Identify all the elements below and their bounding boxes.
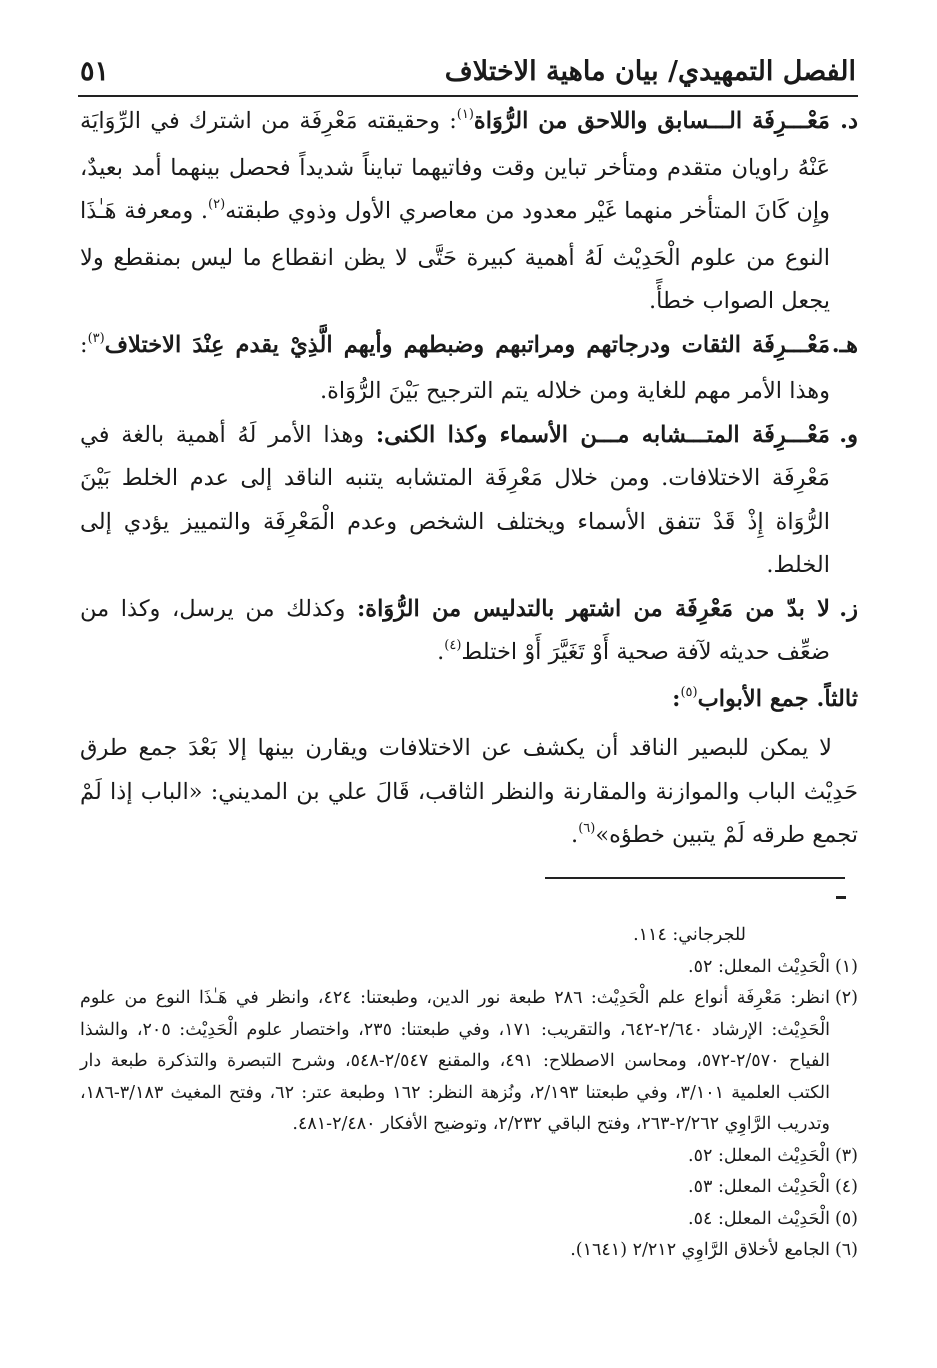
item-title: مَعْـــرِفَة الـــسابق واللاحق من الرُّوَاة [473, 108, 830, 134]
continuation-dash [836, 896, 846, 899]
footnote-text: انظر: مَعْرِفَة أنواع علم الْحَدِيْث: ٢٨٦ طبعة نور الدين، وطبعتنا: ٤٢٤، وانظر في هَـٰذَا النوع من علوم الْحَدِيْث: الإرشاد ٢/٦٤٠-٦٤٢، والتقريب: ١٧١، وفي طبعتنا: ٢٣٥، واختصار علوم الْحَدِيْث: ٢٠٥، والشذا الفياح ٢/٥٧٠-٥٧٢، ومحاسن الاصطلاح: ٤٩١، والمقنع ٢/٥٤٧-٥٤٨، وشرح التبصرة والتذكرة طبعة دار الكتب العلمية ٣/١٠١، وفي طبعتنا ٢/١٩٣، ونُزهة النظر: ١٦٢ وطبعة عتر: ٦٢، وفتح المغيث ٣/١٨٣-١٨٦، وتدريب الرَّاوِي ٢/٢٦٢-٢٦٣، وفتح الباقي ٢/٢٣٢، وتوضيح الأفكار ٢/٤٨٠-٤٨١. [80, 988, 831, 1134]
item-text: وكذلك من يرسل، وكذا من ضعِّف حديثه لآفة صحية أَوْ تَغَيَّرَ أَوْ اختلط [80, 595, 830, 665]
footnote-5 [80, 1204, 858, 1236]
footnote-ref[interactable]: (٤) [444, 638, 462, 653]
section-paragraph [80, 727, 858, 861]
footnote-number: (٣) [834, 1145, 858, 1166]
section-title: ثالثاً. جمع الأبواب [697, 685, 858, 712]
item-text: . [437, 639, 445, 665]
list-item-waw [80, 414, 858, 588]
footnote-ref[interactable]: (١) [456, 107, 474, 122]
header-rule [78, 95, 858, 97]
footnote-6 [80, 1235, 858, 1267]
paragraph-end: . [571, 822, 579, 848]
page-number: ٥١ [80, 55, 110, 87]
footnote-text: الْحَدِيْث المعلل: ٥٢. [688, 1145, 830, 1166]
paragraph-text: لا يمكن للبصير الناقد أن يكشف عن الاختلافات ويقارن بينها إلا بَعْدَ جمع طرق حَدِيْث الباب والموازنة والمقارنة والنظر الثاقب، قَالَ علي بن المديني: «الباب إذا لَمْ تجمع طرقه لَمْ يتبين خطؤه» [80, 735, 858, 848]
list-item-zay [80, 588, 858, 678]
footnote-3 [80, 1141, 858, 1173]
item-marker: د. [840, 108, 858, 134]
item-marker: هـ. [831, 331, 858, 358]
list-item-ha [80, 324, 858, 414]
footnote-carryover: للجرجاني: ١١٤. [633, 925, 746, 945]
item-marker: ز. [839, 595, 858, 622]
item-text: : وحقيقته مَعْرِفَة من اشترك في الرِّوَايَة عَنْهُ راويان متقدم ومتأخر تباين وقت وفاتيهما تبايناً شديداً فحصل بينهما أمد بعيدٌ، وإِن كَانَ المتأخر منهما غَيْر معدود من معاصري الأول وذوي طبقته [80, 108, 830, 224]
main-text [80, 100, 858, 861]
chapter-title: الفصل التمهيدي/ بيان ماهية الاختلاف [444, 55, 856, 87]
footnote-ref[interactable]: (٥) [680, 684, 698, 700]
footnote-text: الْحَدِيْث المعلل: ٥٢. [688, 956, 830, 977]
footnotes [80, 920, 858, 1267]
footnote-separator [545, 877, 845, 879]
item-title: مَعْـــرِفَة الثقات ودرجاتهم ومراتبهم وضبطهم وأيهم الَّذِيْ يقدم عِنْدَ الاختلاف [104, 331, 830, 358]
item-marker: و. [839, 421, 858, 448]
section-heading [80, 678, 858, 725]
list-item-dal [80, 100, 858, 324]
footnote-number: (٥) [834, 1208, 858, 1229]
footnote-2 [80, 983, 858, 1141]
footnote-1 [80, 952, 858, 984]
item-text: : وهذا الأمر مهم للغاية ومن خلاله يتم الترجيح بَيْنَ الرُّوَاة. [80, 331, 830, 404]
footnote-ref[interactable]: (٣) [87, 330, 105, 346]
footnote-number: (٢) [834, 988, 858, 1008]
item-title: مَعْـــرِفَة المتـــشابه مـــن الأسماء وكذا الكنى: [375, 421, 830, 448]
footnote-text: الْحَدِيْث المعلل: ٥٣. [688, 1177, 830, 1197]
footnote-ref[interactable]: (٢) [208, 197, 226, 212]
section-colon: : [672, 685, 681, 712]
item-title: لا بدّ من مَعْرِفَة من اشتهر بالتدليس من الرُّوَاة: [356, 595, 830, 622]
running-head [80, 48, 856, 94]
item-text: . ومعرفة هَـٰذَا النوع من علوم الْحَدِيْث لَهُ أهمية كبيرة حَتَّى لا يظن انقطاع ما ليس بمنقطع ولا يجعل الصواب خطأً. [80, 198, 830, 314]
footnote-number: (٦) [834, 1240, 858, 1260]
footnote-ref[interactable]: (٦) [578, 821, 596, 836]
footnote-number: (٤) [834, 1177, 858, 1197]
footnote-text: الجامع لأخلاق الرَّاوِي ٢/٢١٢ (١٦٤١). [570, 1240, 830, 1260]
footnote-text: الْحَدِيْث المعلل: ٥٤. [688, 1208, 830, 1229]
footnote-number: (١) [834, 956, 858, 977]
item-text: وهذا الأمر لَهُ أهمية بالغة في مَعْرِفَة الاختلافات. ومن خلال مَعْرِفَة المتشابه يتنبه الناقد إلى عدم الخلط بَيْنَ الرُّوَاة إِذْ قَدْ تتفق الأسماء ويختلف الشخص وعدم الْمَعْرِفَة والتمييز يؤدي إلى الخلط. [80, 421, 830, 578]
footnote-4 [80, 1172, 858, 1204]
